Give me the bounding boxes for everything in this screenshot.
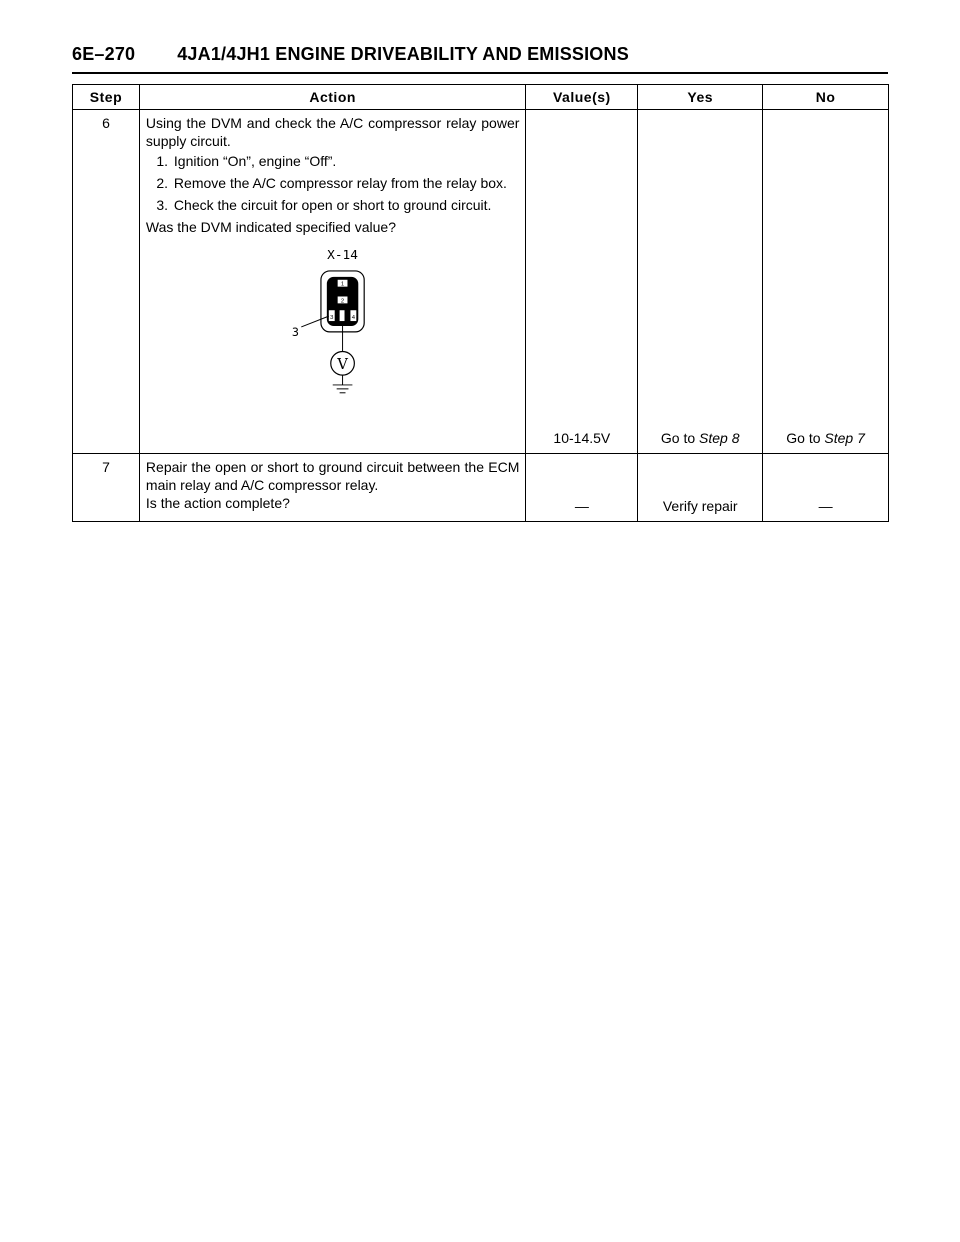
yes-step-link: Step 8 [699, 430, 740, 446]
col-header-step: Step [73, 85, 140, 110]
action-steps [146, 152, 519, 214]
list-item: 3. Check the circuit for open or short to ground circuit. [172, 196, 519, 214]
voltmeter-symbol: V [337, 356, 348, 374]
pin-label: 3 [330, 315, 334, 322]
connector-diagram [146, 244, 519, 404]
diagnostic-table [72, 84, 889, 522]
value-cell: 10-14.5V [526, 110, 638, 454]
pin-label: 2 [340, 298, 345, 305]
ground-icon [333, 385, 353, 393]
action-intro: Repair the open or short to ground circuit between the ECM main relay and A/C compressor relay. [145, 459, 520, 493]
no-step-link: Step 7 [824, 430, 865, 446]
no-cell [763, 110, 889, 454]
action-cell [139, 110, 525, 454]
list-item: 1. Ignition “On”, engine “Off”. [172, 152, 519, 170]
action-question: Is the action complete? [145, 495, 290, 511]
no-cell: — [763, 454, 889, 522]
action-intro: Using the DVM and check the A/C compressor relay power supply circuit. [145, 115, 520, 149]
pin-label: 4 [351, 315, 355, 322]
pin-slot [340, 310, 345, 321]
col-header-values: Value(s) [526, 85, 638, 110]
action-cell [139, 454, 525, 522]
step-number: 7 [73, 454, 140, 522]
step-number: 6 [73, 110, 140, 454]
no-prefix: Go to [786, 430, 825, 446]
pin-label: 1 [340, 281, 345, 288]
page-code: 6E–270 [72, 44, 136, 64]
action-question: Was the DVM indicated specified value? [145, 219, 396, 235]
list-item: 2. Remove the A/C compressor relay from the relay box. [172, 174, 519, 192]
yes-cell [638, 110, 763, 454]
page-title: 4JA1/4JH1 ENGINE DRIVEABILITY AND EMISSIONS [177, 44, 629, 64]
value-cell: — [526, 454, 638, 522]
table-row [73, 110, 889, 454]
col-header-no: No [763, 85, 889, 110]
col-header-yes: Yes [638, 85, 763, 110]
table-row [73, 454, 889, 522]
table-header-row [73, 85, 889, 110]
yes-prefix: Go to [660, 430, 700, 446]
connector-label: X-14 [327, 248, 358, 264]
pin-callout: 3 [291, 324, 299, 339]
yes-cell: Verify repair [638, 454, 763, 522]
col-header-action: Action [139, 85, 525, 110]
page-header [72, 44, 888, 74]
